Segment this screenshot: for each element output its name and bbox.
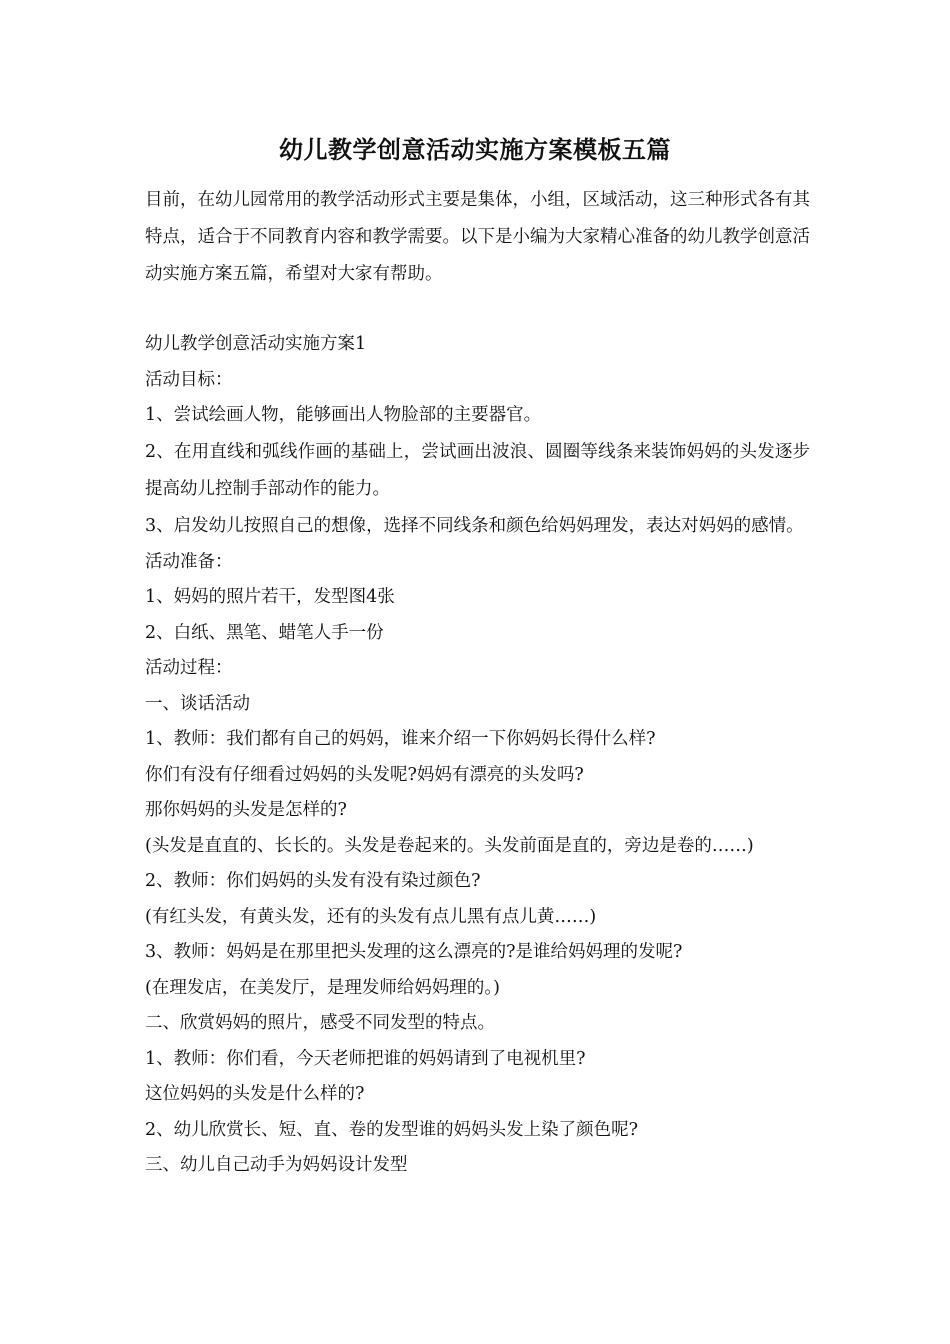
process-line: 你们有没有仔细看过妈妈的头发呢?妈妈有漂亮的头发吗? xyxy=(145,764,584,785)
process-line: 3、教师：妈妈是在那里把头发理的这么漂亮的?是谁给妈妈理的发呢? xyxy=(145,942,683,962)
process-line: 1、教师：我们都有自己的妈妈，谁来介绍一下你妈妈长得什么样? xyxy=(145,729,656,749)
section-heading: 幼儿教学创意活动实施方案1 xyxy=(145,334,367,354)
intro-paragraph: 目前，在幼儿园常用的教学活动形式主要是集体，小组，区域活动，这三种形式各有其特点，适合于不同教育内容和教学需要。以下是小编为大家精心准备的幼儿教学创意活动实施方案五篇，希望对大家有帮助。 xyxy=(145,190,810,284)
process-line: 1、教师：你们看，今天老师把谁的妈妈请到了电视机里? xyxy=(145,1048,586,1069)
goal-item: 2、在用直线和弧线作画的基础上，尝试画出波浪、圆圈等线条来装饰妈妈的头发逐步提高幼儿控制手部动作的能力。 xyxy=(145,441,810,499)
process-line: 那你妈妈的头发是怎样的? xyxy=(145,800,347,820)
process-step-heading: 二、欣赏妈妈的照片，感受不同发型的特点。 xyxy=(145,1013,495,1033)
process-line: 这位妈妈的头发是什么样的? xyxy=(145,1084,365,1104)
subheading-preparation: 活动准备： xyxy=(145,551,233,572)
process-step-heading: 三、幼儿自己动手为妈妈设计发型 xyxy=(145,1155,408,1175)
subheading-process: 活动过程： xyxy=(145,658,233,678)
preparation-item: 1、妈妈的照片若干，发型图4张 xyxy=(145,587,395,607)
document-title: 幼儿教学创意活动实施方案模板五篇 xyxy=(279,135,671,164)
subheading-goals: 活动目标： xyxy=(145,369,233,390)
document-body xyxy=(145,327,815,1184)
goal-item: 1、尝试绘画人物，能够画出人物脸部的主要器官。 xyxy=(145,405,542,425)
preparation-item: 2、白纸、黑笔、蜡笔人手一份 xyxy=(145,622,384,643)
process-step-heading: 一、谈话活动 xyxy=(145,693,250,714)
process-line: 2、教师：你们妈妈的头发有没有染过颜色? xyxy=(145,871,481,891)
process-line: (头发是直直的、长长的。头发是卷起来的。头发前面是直的，旁边是卷的……) xyxy=(145,835,754,856)
process-line: (有红头发，有黄头发，还有的头发有点儿黑有点儿黄……) xyxy=(145,906,597,927)
process-line: (在理发店，在美发厅，是理发师给妈妈理的。) xyxy=(145,977,500,998)
goal-item: 3、启发幼儿按照自己的想像，选择不同线条和颜色给妈妈理发，表达对妈妈的感情。 xyxy=(145,515,804,536)
process-line: 2、幼儿欣赏长、短、直、卷的发型谁的妈妈头发上染了颜色呢? xyxy=(145,1119,639,1140)
